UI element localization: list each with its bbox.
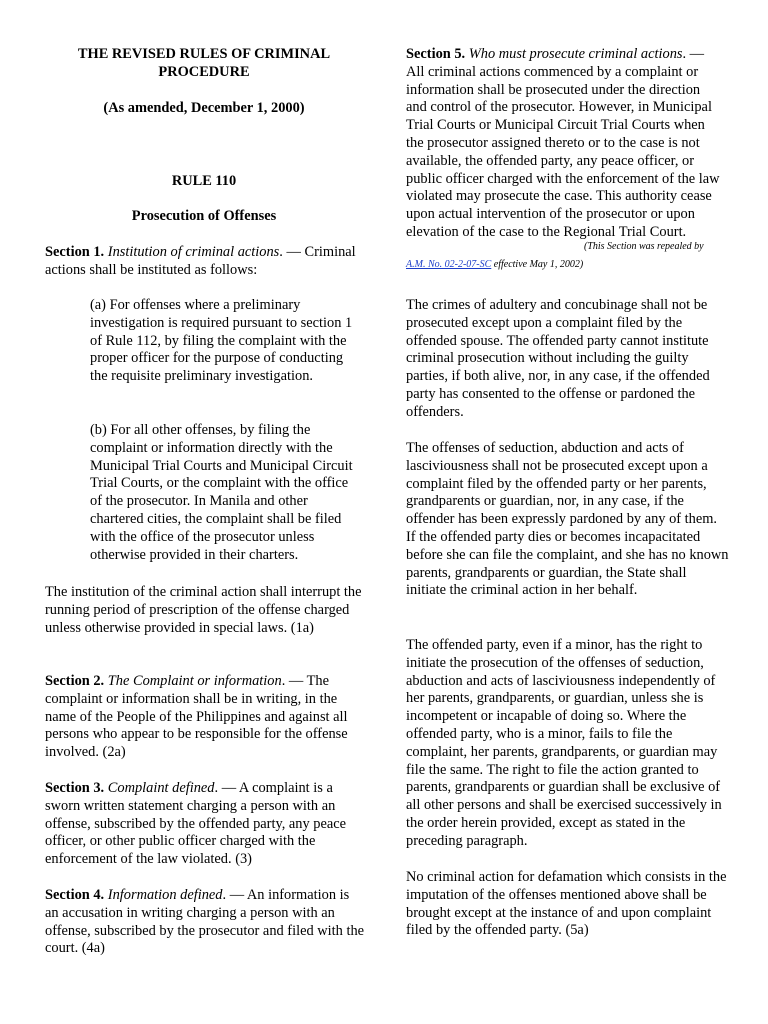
section-1-item-a: (a) For offenses where a preliminary investigation is required pursuant to section 1 of Rule 112, by filing the complaint with the proper officer for the purpose of conducting the requisite preliminary investigation. <box>90 297 353 385</box>
section-3-label: Section 3. <box>45 780 105 796</box>
defamation-paragraph: No criminal action for defamation which consists in the imputation of the offenses mentioned above shall be brought except at the instance of and upon complaint filed by the offended party. (5a) <box>406 869 727 939</box>
section-2-text: . — The complaint or information shall be in writing, in the name of the People of the Philippines and against all persons who appear to be responsible for the offense involved. (2a) <box>45 673 348 761</box>
minor-paragraph: The offended party, even if a minor, has the right to initiate the prosecution of the offenses of seduction, abduction and acts of lasciviousness independently of her parents, grandparents, or guardian, unless she is incompetent or incapable of doing so. Where the offended party, who is a minor, fails to file the complaint, her parents, grandparents, or guardian may file the same. The right to file the action granted to parents, grandparents or guardian shall be exclusive of all other persons and shall be exercised successively in the order herein provided, except as stated in the preceding paragraph. <box>406 637 722 849</box>
adultery-paragraph: The crimes of adultery and concubinage shall not be prosecuted except upon a complaint filed by the offended spouse. The offended party cannot institute criminal prosecution without including the guilty parties, if both alive, nor, in any case, if the offended party has consented to the offense or pardoned the offenders. <box>406 297 710 420</box>
section-5-heading: Who must prosecute criminal actions <box>468 46 683 62</box>
repeal-note-effective: effective May 1, 2002) <box>491 259 584 270</box>
section-4-label: Section 4. <box>45 887 105 903</box>
section-3-text: . — A complaint is a sworn written statement charging a person with an offense, subscribed by the offended party, any peace officer, or other public officer charged with the enforcement of the law violated. (3) <box>45 780 347 868</box>
section-3-heading: Complaint defined <box>107 780 215 796</box>
repeal-note-line-2 <box>406 259 736 271</box>
seduction-paragraph: The offenses of seduction, abduction and acts of lasciviousness shall not be prosecuted except upon a complaint filed by the offended party or her parents, grandparents or guardian, nor, in any case, if the offender has been expressly pardoned by any of them. If the offended party dies or becomes incapacitated before she can file the complaint, and she has no known parents, grandparents or guardian, the State shall initiate the criminal action in her behalf. <box>406 440 729 599</box>
section-4 <box>45 887 365 958</box>
section-2-label: Section 2. <box>45 673 105 689</box>
document-title <box>45 46 363 82</box>
section-3 <box>45 780 365 869</box>
section-2 <box>45 673 365 762</box>
section-1 <box>45 244 365 280</box>
title-line-2: PROCEDURE <box>158 63 250 80</box>
amended-date: (As amended, December 1, 2000) <box>103 100 305 116</box>
am-link[interactable]: A.M. No. 02-2-07-SC <box>406 259 492 270</box>
section-5-text: . — All criminal actions commenced by a complaint or information shall be prosecuted under the direction and control of the prosecutor. However, in Municipal Trial Courts or Municipal Circuit Trial Courts when the prosecutor assigned thereto or to the case is not available, the offended party, any peace officer, or public officer charged with the enforcement of the law violated may prosecute the case. This authority cease upon actual intervention of the prosecutor or upon elevation of the case to the Regional Trial Court. <box>406 46 720 240</box>
section-4-text: . — An information is an accusation in writing charging a person with an offense, subscribed by the prosecutor and filed with the court. (4a) <box>45 887 365 957</box>
title-line-1: THE REVISED RULES OF CRIMINAL <box>77 46 331 62</box>
section-1-prescription: The institution of the criminal action shall interrupt the running period of prescription of the offense charged unless otherwise provided in special laws. (1a) <box>45 584 362 636</box>
section-1-heading: Institution of criminal actions <box>107 244 280 260</box>
section-5 <box>406 46 724 242</box>
section-1-dash: . — <box>279 244 301 260</box>
section-2-heading: The Complaint or information <box>107 673 282 689</box>
repeal-note-line-1: (This Section was repealed by <box>584 241 704 252</box>
section-1-label: Section 1. <box>45 244 105 260</box>
section-1-item-b: (b) For all other offenses, by filing the complaint or information directly with the Municipal Trial Courts and Municipal Circuit Trial Courts, or the complaint with the office of the prosecutor. In Manila and other chartered cities, the complaint shall be filed with the office of the prosecutor unless otherwise provided in their charters. <box>90 422 353 563</box>
rule-title: Prosecution of Offenses <box>131 208 277 224</box>
section-1-text: Criminal actions shall be instituted as follows: <box>45 244 356 278</box>
section-4-heading: Information defined <box>107 887 223 903</box>
section-5-label: Section 5. <box>406 46 466 62</box>
rule-number: RULE 110 <box>171 173 237 189</box>
